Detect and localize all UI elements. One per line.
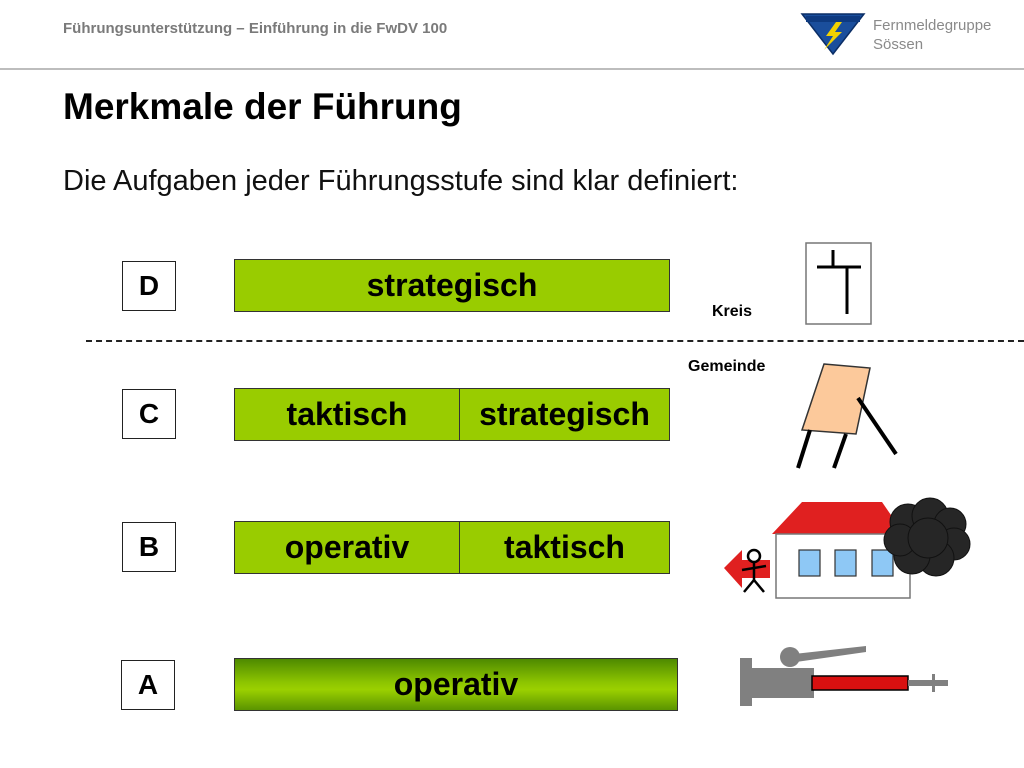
- header-divider: [0, 68, 1024, 70]
- level-c-bar-right: strategisch: [459, 388, 670, 441]
- burning-house-rescue-icon: [722, 496, 972, 602]
- easel-board-icon: [794, 360, 900, 472]
- divider-label-gemeinde: Gemeinde: [688, 358, 766, 375]
- level-label-c: C: [122, 389, 176, 439]
- level-label-d: D: [122, 261, 176, 311]
- org-name: [873, 16, 991, 54]
- command-post-sign-icon: [805, 242, 873, 326]
- fire-hose-nozzle-icon: [738, 646, 950, 710]
- level-b-bar-right: taktisch: [459, 521, 670, 574]
- header-title: Führungsunterstützung – Einführung in die FwDV 100: [63, 20, 448, 37]
- fernmeldegruppe-logo: [800, 12, 866, 56]
- level-label-a: A: [121, 660, 175, 710]
- level-label-b: B: [122, 522, 176, 572]
- divider-label-kreis: Kreis: [712, 303, 753, 320]
- slide-subtitle: Die Aufgaben jeder Führungsstufe sind klar definiert:: [63, 165, 739, 197]
- level-d-bar: strategisch: [234, 259, 670, 312]
- level-c-bar-left: taktisch: [234, 388, 460, 441]
- administrative-divider-line: [86, 340, 1024, 342]
- slide-title: Merkmale der Führung: [63, 86, 462, 127]
- level-a-bar: operativ: [234, 658, 678, 711]
- org-line-1: Fernmeldegruppe: [873, 17, 992, 34]
- level-b-bar-left: operativ: [234, 521, 460, 574]
- org-line-2: Sössen: [873, 36, 924, 53]
